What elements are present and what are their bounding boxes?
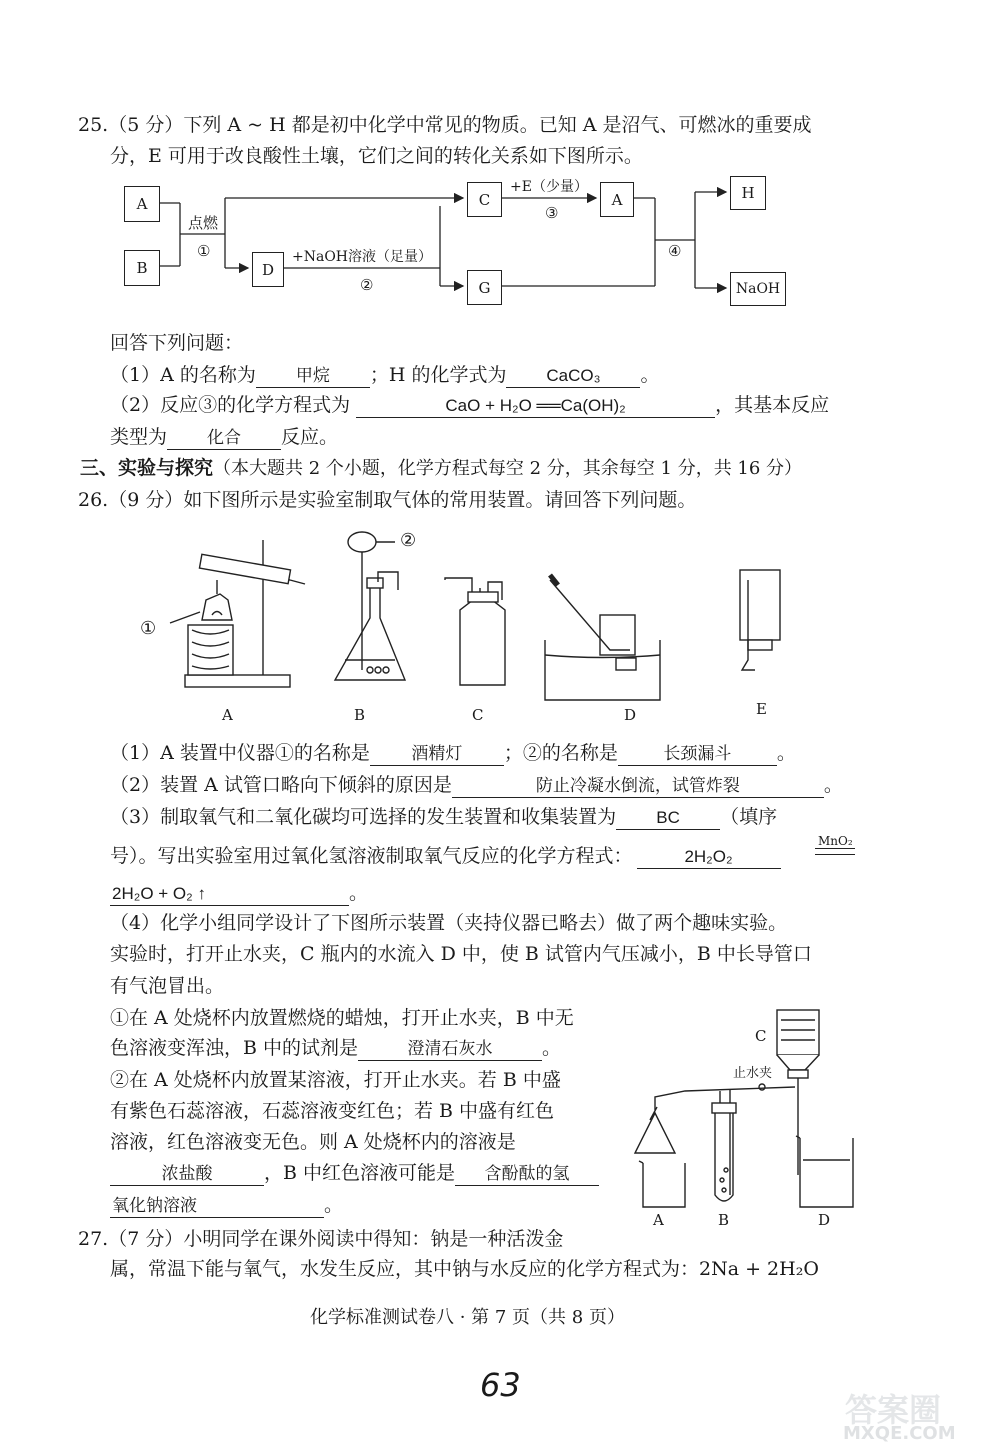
q26-part1 [110,740,796,766]
q25-answer-1 [110,362,659,388]
flow-label-1: ① [197,242,211,260]
q26-p3-double-line [815,848,855,855]
q26-p2-answer: 防止冷凝水倒流，试管炸裂 [452,775,824,798]
q26-part4-s1-l2 [110,1035,561,1061]
q25-line1: 25.（5 分）下列 A ~ H 都是初中化学中常见的物质。已知 A 是沼气、可燃冰的重要成 [78,114,812,136]
q25-answer-2 [110,392,829,418]
q26-p1-mid: ；②的名称是 [503,742,618,764]
section3-title: 三、实验与探究 [80,457,214,479]
q26-part4-s2-l1: ②在 A 处烧杯内放置某溶液，打开止水夹。若 B 中盛 [110,1069,561,1091]
q26-p1-end: 。 [776,742,796,764]
q25-a2-line2-end: 反应。 [281,426,339,448]
flow-box-a2: A [600,182,634,217]
q26-fig2 [605,995,855,1230]
watermark-text-1: 答案圈 [845,1391,942,1429]
q26-p4-s1-pre: 色溶液变浑浊，B 中的试剂是 [110,1037,359,1059]
fig2-label-a: A [653,1211,664,1229]
apparatus-label-a: A [222,706,233,724]
q26-p4-s1-answer: 澄清石灰水 [358,1038,542,1061]
apparatus-mark-2: ② [400,530,417,551]
q26-p1-pre: （1）A 装置中仪器①的名称是 [110,742,370,764]
page-footer: 化学标准测试卷八 · 第 7 页（共 8 页） [310,1307,625,1328]
q26-p4-s2-end: 。 [324,1194,344,1216]
q26-p4-s1-end: 。 [542,1037,562,1059]
q27-line1: 27.（7 分）小明同学在课外阅读中得知：钠是一种活泼金 [78,1228,564,1250]
q26-p3-pre: （3）制取氧气和二氧化碳均可选择的发生装置和收集装置为 [110,806,617,828]
q26-p4-s2-answer2a: 含酚酞的氢 [455,1163,599,1186]
flow-box-c: C [467,182,502,217]
q26-part4-l1: （4）化学小组同学设计了下图所示装置（夹持仪器已略去）做了两个趣味实验。 [110,912,788,934]
q26-part4-s2-l3: 溶液，红色溶液变无色。则 A 处烧杯内的溶液是 [110,1131,516,1153]
flow-box-d: D [252,252,284,287]
apparatus-label-d: D [624,706,637,724]
q26-p2-pre: （2）装置 A 试管口略向下倾斜的原因是 [110,774,452,796]
q26-part4-s1-l1: ①在 A 处烧杯内放置燃烧的蜡烛，打开止水夹，B 中无 [110,1007,574,1029]
q25-a1-end: 。 [640,364,660,386]
q26-p3-end: （填序 [720,806,778,828]
fig2-label-b: B [718,1211,730,1229]
q26-p3-eq1: 2H₂O₂ [637,846,781,869]
apparatus-drawing [130,520,810,730]
fig2-label-c: C [755,1027,767,1045]
q26-p1-answer: 酒精灯 [370,743,504,766]
flow-box-naoh: NaOH [730,272,786,306]
q25-a1-pre: （1）A 的名称为 [110,364,256,386]
q26-p4-s2-answer1: 浓盐酸 [110,1163,264,1186]
flow-box-h: H [730,176,766,210]
watermark-logo [835,1385,995,1447]
q26-part3-line2 [110,843,781,869]
q26-p3-eq2: 2H₂O + O₂ ↑ [110,883,349,906]
apparatus-label-b: B [354,706,366,724]
flow-arrows [120,178,800,308]
flow-label-naoh: +NaOH溶液（足量） [292,249,433,265]
apparatus-label-c: C [472,706,484,724]
apparatus-mark-1: ① [140,618,157,639]
section3-heading [80,455,802,482]
q26-intro: 26.（9 分）如下图所示是实验室制取气体的常用装置。请回答下列问题。 [78,489,697,511]
q26-p3-l3-end: 。 [349,882,369,904]
q27-line2: 属，常温下能与氧气，水发生反应，其中钠与水反应的化学方程式为：2Na + 2H₂O [110,1258,819,1280]
q25-a1-answer2: CaCO₃ [506,365,640,388]
q26-part4-s2-l2: 有紫色石蕊溶液，石蕊溶液变红色；若 B 中盛有红色 [110,1100,555,1122]
q26-part3-line3 [110,880,368,906]
flow-box-b: B [124,250,160,286]
q25-a2-answer2: 化合 [167,427,281,450]
q25-line2: 分，E 可用于改良酸性土壤，它们之间的转化关系如下图所示。 [110,145,643,167]
q25-flow-diagram [120,178,800,308]
q26-p3-catalyst: MnO₂ [818,834,853,848]
flow-label-3: ③ [545,204,559,222]
q26-part2 [110,772,843,798]
flow-label-e: +E（少量） [510,179,588,195]
q26-p4-s2-answer2b: 氧化钠溶液 [110,1195,324,1218]
fig2-drawing [605,995,855,1230]
handwritten-page-number: 63 [480,1366,521,1404]
q26-part3 [110,804,777,830]
flow-label-4: ④ [668,242,682,260]
q26-part4-l2: 实验时，打开止水夹，C 瓶内的水流入 D 中，使 B 试管内气压减小，B 中长导管口 [110,943,812,965]
q26-p4-s2-mid: ，B 中红色溶液可能是 [264,1162,456,1184]
q26-p1-answer2: 长颈漏斗 [618,743,777,766]
fig2-label-d: D [818,1211,831,1229]
q25-a2-pre: （2）反应③的化学方程式为 [110,394,351,416]
section3-note: （本大题共 2 个小题，化学方程式每空 2 分，其余每空 1 分，共 16 分） [213,458,803,479]
q26-p3-answer: BC [616,807,720,830]
q25-a2-line2-pre: 类型为 [110,426,168,448]
q25-a2-end: ，其基本反应 [715,394,830,416]
q25-a1-mid: ；H 的化学式为 [369,364,507,386]
apparatus-label-e: E [756,700,767,718]
q26-part4-l3: 有气泡冒出。 [110,975,225,997]
q26-part4-s2-l5 [110,1192,343,1218]
q25-a2-answer: CaO + H₂O ══Ca(OH)₂ [356,395,715,418]
watermark-text-2: MXQE.COM [843,1423,956,1444]
fig2-label-clamp: 止水夹 [733,1066,773,1081]
flow-label-2: ② [360,276,374,294]
q26-part4-s2-l4 [110,1160,599,1186]
flow-box-a: A [124,186,160,222]
q25-answer-2b [110,424,338,450]
q26-p3-l2: 号）。写出实验室用过氧化氢溶液制取氧气反应的化学方程式： [110,845,633,867]
flow-label-ignite: 点燃 [188,214,219,232]
flow-box-g: G [467,270,502,305]
q26-apparatus-figure [130,520,810,730]
q26-p2-end: 。 [823,774,843,796]
q25-prompt: 回答下列问题： [110,332,244,354]
q25-a1-answer: 甲烷 [256,365,370,388]
